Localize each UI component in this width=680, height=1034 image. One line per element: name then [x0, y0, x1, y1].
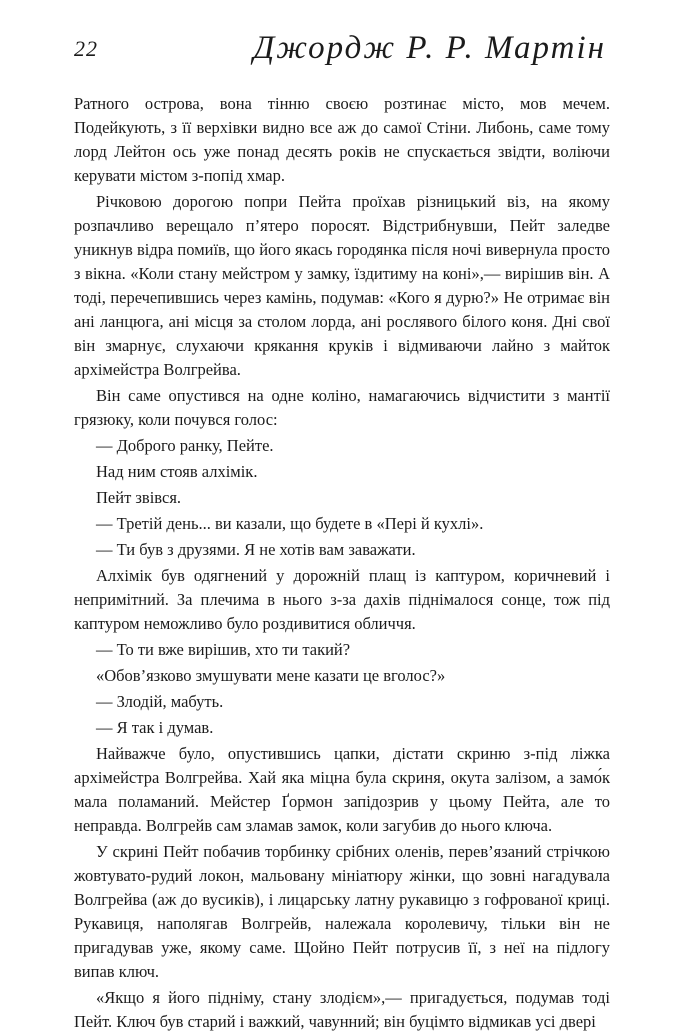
thought-line: «Обов’язково змушувати мене казати це вголос?» [96, 666, 446, 685]
paragraph: Алхімік був одягнений у дорожній плащ із каптуром, коричневий і непримітний. За плечима в нього з-за дахів піднімалося сонце, тож під каптуром неможливо було роздивитися обличчя. [74, 566, 610, 633]
paragraph: Річковою дорогою попри Пейта проїхав різницький віз, на якому розпачливо верещало п’ятеро поросят. Відстрибнувши, Пейт заледве уникнув відра помиїв, що його якась городянка після ночі вивернула просто з вікна. «Коли стану мейстром у замку, їздитиму на коні»,— вирішив він. А тоді, перечепившись через камінь, подумав: «Кого я дурю?» Не отримає він ані ланцюга, ані місця за столом лорда, ані рослявого білого коня. Дні свої він змарнує, слухаючи крякання круків і відмиваючи лайно з майток архімейстра Волгрейва. [74, 192, 610, 379]
body-text [74, 92, 610, 1034]
running-head [74, 30, 606, 70]
paragraph: Найважче було, опустившись цапки, дістати скриню з-під ліжка архімейстра Волгрейва. Хай яка міцна була скриня, окута залізом, а замо́к мала поламаний. Мейстер Ґормон запідозрив у цьому Пейта, але то неправда. Волгрейв сам зламав замок, коли загубив до нього ключа. [74, 744, 610, 835]
paragraph: Ратного острова, вона тінню своєю розтинає місто, мов мечем. Подейкують, з її верхівки видно все аж до самої Стіни. Либонь, саме тому лорд Лейтон ось уже понад десять років не спускається звідти, воліючи керувати містом з-попід хмар. [74, 94, 610, 185]
dialogue-line: — Доброго ранку, Пейте. [96, 436, 274, 455]
paragraph: Пейт звівся. [96, 488, 182, 507]
dialogue-line: — Я так і думав. [96, 718, 214, 737]
paragraph: У скрині Пейт побачив торбинку срібних оленів, перев’язаний стрічкою жовтувато-рудий локон, мальовану мініатюру жінки, що зовні нагадувала Волгрейва (аж до вусиків), і лицарську латну рукавицю з гофрованої криці. Рукавиця, наполягав Волгрейв, належала королевичу, тільки він не пригадував уже, якому саме. Щойно Пейт потрусив її, з неї на підлогу випав ключ. [74, 842, 610, 981]
dialogue-line: — Третій день... ви казали, що будете в «Пері й кухлі». [96, 514, 484, 533]
dialogue-line: — Злодій, мабуть. [96, 692, 224, 711]
paragraph: Над ним стояв алхімік. [96, 462, 258, 481]
dialogue-line: — Ти був з друзями. Я не хотів вам заважати. [96, 540, 416, 559]
page-number: 22 [74, 36, 98, 61]
paragraph: Він саме опустився на одне коліно, намагаючись відчистити з мантії грязюку, коли почувся голос: [74, 386, 610, 429]
dialogue-line: — То ти вже вирішив, хто ти такий? [96, 640, 351, 659]
author-name: Джордж Р. Р. Мартін [253, 30, 606, 66]
paragraph: «Якщо я його підніму, стану злодієм»,— пригадується, подумав тоді Пейт. Ключ був старий і важкий, чавунний; він буцімто відмикав усі двері [74, 988, 610, 1031]
